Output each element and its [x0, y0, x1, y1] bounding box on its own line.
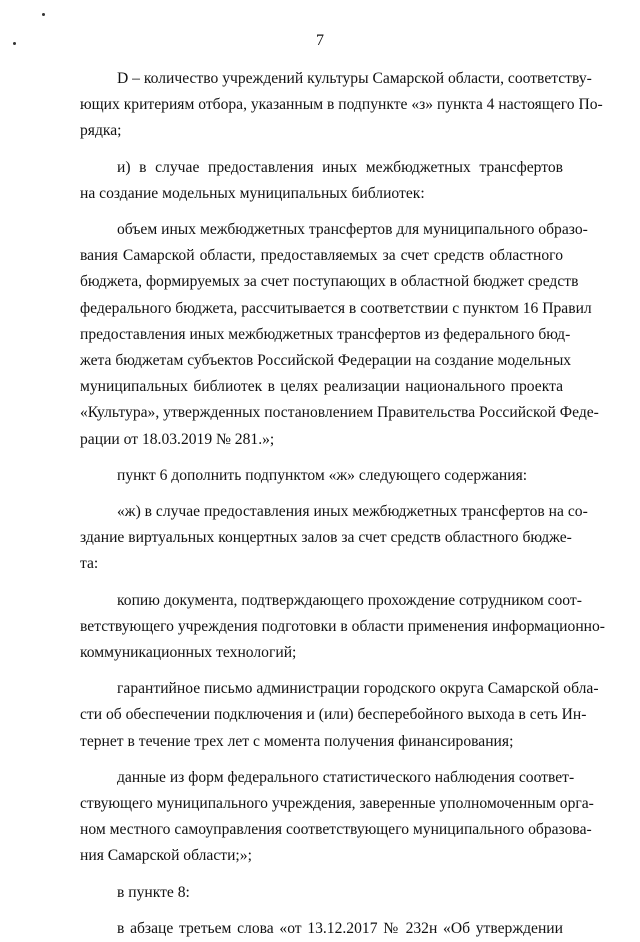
- paragraph: [80, 155, 563, 207]
- document-body: [80, 66, 605, 942]
- text-line: бюджета, формируемых за счет поступающих в областной бюджет средств: [80, 273, 579, 291]
- paragraph: [80, 765, 594, 870]
- text-line: ния Самарской области;»;: [80, 847, 252, 865]
- text-line: D – количество учреждений культуры Самарской области, соответству-: [117, 70, 592, 87]
- text-line: ном местного самоуправления соответствующего муниципального образова-: [80, 821, 592, 839]
- text-line: на создание модельных муниципальных библиотек:: [80, 184, 425, 202]
- text-line: и) в случае предоставления иных межбюджетных трансфертов: [117, 158, 563, 176]
- paragraph: [80, 916, 563, 942]
- paragraph: [80, 588, 605, 667]
- text-line: здание виртуальных концертных залов за счет средств областного бюдже-: [80, 529, 572, 547]
- text-line: «Культура», утвержденных постановлением Правительства Российской Феде-: [80, 404, 599, 422]
- text-line: копию документа, подтверждающего прохождение сотрудником соот-: [117, 591, 582, 609]
- text-line: та:: [80, 555, 99, 573]
- text-line: в абзаце третьем слова «от 13.12.2017 № 232н «Об утверждении: [117, 919, 563, 937]
- text-line: сти об обеспечении подключения и (или) бесперебойного выхода в сеть Ин-: [80, 706, 587, 724]
- text-line: муниципальных библиотек в целях реализации национального проекта: [80, 378, 563, 396]
- text-line: вания Самарской области, предоставляемых за счет средств областного: [80, 247, 563, 265]
- text-line: ветствующего учреждения подготовки в области применения информационно-: [80, 617, 605, 635]
- text-line: рации от 18.03.2019 № 281.»;: [80, 430, 275, 448]
- paragraph: [80, 463, 563, 489]
- text-line: коммуникационных технологий;: [80, 644, 297, 662]
- paragraph: [80, 880, 563, 906]
- text-line: рядка;: [80, 122, 122, 140]
- scan-speck: [42, 13, 45, 16]
- text-line: пункт 6 дополнить подпунктом «ж» следующего содержания:: [117, 466, 528, 484]
- paragraph: [80, 217, 599, 453]
- text-line: в пункте 8:: [117, 883, 190, 901]
- text-line: «ж) в случае предоставления иных межбюджетных трансфертов на со-: [117, 503, 588, 521]
- text-line: ющих критериям отбора, указанным в подпункте «з» пункта 4 настоящего По-: [80, 96, 603, 114]
- text-line: ствующего муниципального учреждения, заверенные уполномоченным орга-: [80, 795, 594, 813]
- paragraph: [80, 676, 599, 755]
- page-number: 7: [316, 32, 324, 49]
- paragraph: [80, 66, 603, 145]
- text-line: предоставления иных межбюджетных трансфертов из федерального бюд-: [80, 325, 571, 343]
- text-line: объем иных межбюджетных трансфертов для муниципального образо-: [117, 221, 588, 239]
- paragraph: [80, 499, 588, 578]
- text-line: тернет в течение трех лет с момента получения финансирования;: [80, 732, 514, 750]
- text-line: данные из форм федерального статистического наблюдения соответ-: [117, 768, 575, 786]
- text-line: гарантийное письмо администрации городского округа Самарской обла-: [117, 680, 599, 698]
- text-line: жета бюджетам субъектов Российской Федерации на создание модельных: [80, 352, 572, 370]
- text-line: федерального бюджета, рассчитывается в соответствии с пунктом 16 Правил: [80, 299, 592, 317]
